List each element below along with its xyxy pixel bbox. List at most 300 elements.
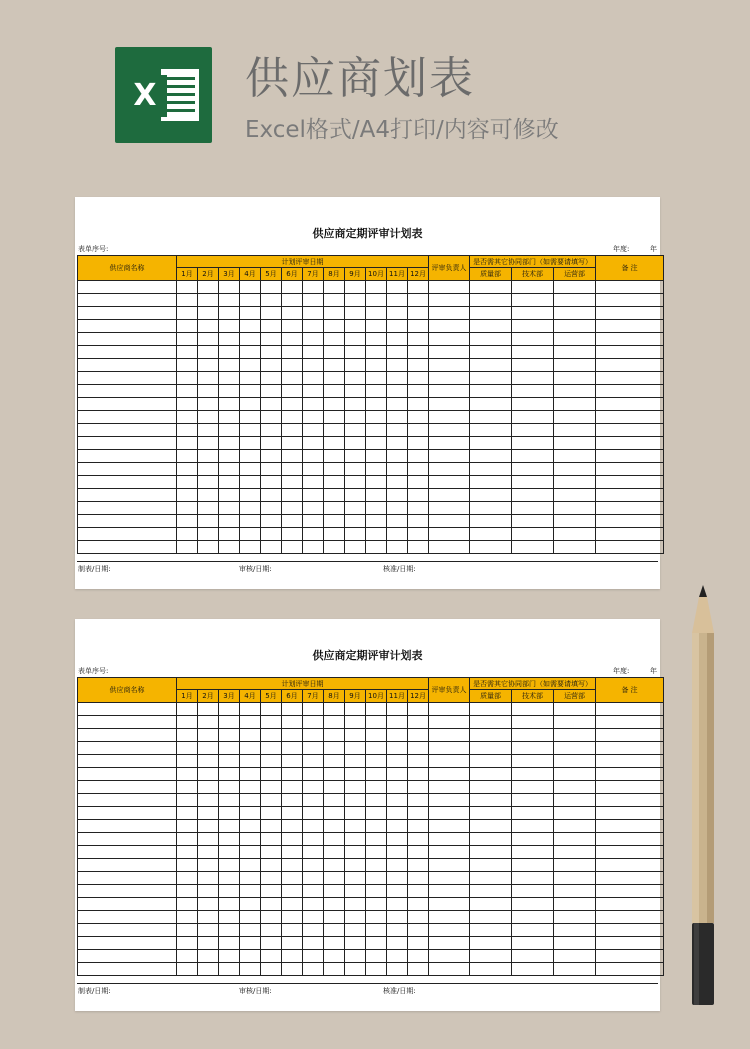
table-cell[interactable] (512, 781, 554, 794)
table-cell[interactable] (345, 437, 366, 450)
table-cell[interactable] (282, 333, 303, 346)
table-cell[interactable] (78, 768, 177, 781)
table-cell[interactable] (177, 476, 198, 489)
table-cell[interactable] (470, 768, 512, 781)
table-cell[interactable] (78, 898, 177, 911)
table-cell[interactable] (596, 320, 664, 333)
table-cell[interactable] (345, 398, 366, 411)
table-cell[interactable] (408, 898, 429, 911)
table-cell[interactable] (324, 359, 345, 372)
table-cell[interactable] (408, 846, 429, 859)
table-cell[interactable] (596, 755, 664, 768)
table-cell[interactable] (198, 781, 219, 794)
table-cell[interactable] (78, 489, 177, 502)
table-cell[interactable] (387, 463, 408, 476)
table-cell[interactable] (78, 476, 177, 489)
table-cell[interactable] (596, 307, 664, 320)
table-cell[interactable] (387, 768, 408, 781)
table-cell[interactable] (282, 833, 303, 846)
table-cell[interactable] (198, 541, 219, 554)
table-cell[interactable] (324, 346, 345, 359)
table-cell[interactable] (512, 716, 554, 729)
table-cell[interactable] (429, 742, 470, 755)
table-cell[interactable] (219, 307, 240, 320)
table-cell[interactable] (387, 833, 408, 846)
table-cell[interactable] (512, 872, 554, 885)
table-cell[interactable] (177, 502, 198, 515)
table-cell[interactable] (261, 437, 282, 450)
table-cell[interactable] (177, 742, 198, 755)
table-cell[interactable] (596, 872, 664, 885)
table-cell[interactable] (429, 898, 470, 911)
table-cell[interactable] (470, 742, 512, 755)
table-cell[interactable] (240, 963, 261, 976)
table-cell[interactable] (366, 833, 387, 846)
table-cell[interactable] (282, 385, 303, 398)
table-cell[interactable] (429, 807, 470, 820)
table-cell[interactable] (470, 450, 512, 463)
table-cell[interactable] (177, 437, 198, 450)
table-cell[interactable] (387, 515, 408, 528)
table-cell[interactable] (408, 346, 429, 359)
table-cell[interactable] (408, 489, 429, 502)
table-cell[interactable] (554, 898, 596, 911)
table-cell[interactable] (554, 703, 596, 716)
table-cell[interactable] (512, 833, 554, 846)
table-cell[interactable] (198, 911, 219, 924)
table-cell[interactable] (512, 963, 554, 976)
table-cell[interactable] (366, 541, 387, 554)
table-cell[interactable] (366, 820, 387, 833)
table-cell[interactable] (240, 950, 261, 963)
table-cell[interactable] (596, 742, 664, 755)
table-cell[interactable] (240, 463, 261, 476)
table-cell[interactable] (177, 872, 198, 885)
table-cell[interactable] (303, 281, 324, 294)
table-cell[interactable] (345, 541, 366, 554)
table-cell[interactable] (324, 424, 345, 437)
table-cell[interactable] (198, 963, 219, 976)
table-cell[interactable] (470, 541, 512, 554)
table-cell[interactable] (324, 502, 345, 515)
table-cell[interactable] (78, 398, 177, 411)
table-cell[interactable] (470, 846, 512, 859)
table-cell[interactable] (470, 294, 512, 307)
table-cell[interactable] (470, 307, 512, 320)
table-cell[interactable] (303, 885, 324, 898)
table-cell[interactable] (512, 729, 554, 742)
table-cell[interactable] (345, 385, 366, 398)
table-cell[interactable] (345, 424, 366, 437)
table-cell[interactable] (554, 716, 596, 729)
table-cell[interactable] (219, 281, 240, 294)
table-cell[interactable] (387, 346, 408, 359)
table-cell[interactable] (324, 807, 345, 820)
table-cell[interactable] (345, 346, 366, 359)
table-cell[interactable] (219, 885, 240, 898)
table-cell[interactable] (429, 911, 470, 924)
table-cell[interactable] (408, 963, 429, 976)
table-cell[interactable] (366, 489, 387, 502)
table-cell[interactable] (470, 963, 512, 976)
table-cell[interactable] (387, 385, 408, 398)
table-cell[interactable] (261, 950, 282, 963)
table-cell[interactable] (345, 950, 366, 963)
table-cell[interactable] (512, 911, 554, 924)
table-cell[interactable] (78, 372, 177, 385)
table-cell[interactable] (345, 885, 366, 898)
table-cell[interactable] (345, 307, 366, 320)
table-cell[interactable] (177, 411, 198, 424)
table-cell[interactable] (324, 398, 345, 411)
table-cell[interactable] (408, 911, 429, 924)
table-cell[interactable] (177, 489, 198, 502)
table-cell[interactable] (282, 346, 303, 359)
table-cell[interactable] (219, 911, 240, 924)
table-cell[interactable] (240, 794, 261, 807)
table-cell[interactable] (303, 333, 324, 346)
table-cell[interactable] (303, 703, 324, 716)
table-cell[interactable] (324, 463, 345, 476)
table-cell[interactable] (261, 963, 282, 976)
table-cell[interactable] (198, 885, 219, 898)
table-cell[interactable] (429, 755, 470, 768)
table-cell[interactable] (282, 729, 303, 742)
table-cell[interactable] (282, 924, 303, 937)
table-cell[interactable] (240, 833, 261, 846)
table-cell[interactable] (303, 859, 324, 872)
table-cell[interactable] (282, 424, 303, 437)
table-cell[interactable] (366, 476, 387, 489)
table-cell[interactable] (282, 294, 303, 307)
table-cell[interactable] (554, 346, 596, 359)
table-cell[interactable] (219, 385, 240, 398)
table-cell[interactable] (408, 859, 429, 872)
table-cell[interactable] (345, 372, 366, 385)
table-cell[interactable] (240, 333, 261, 346)
table-cell[interactable] (303, 489, 324, 502)
table-cell[interactable] (512, 859, 554, 872)
table-cell[interactable] (345, 463, 366, 476)
table-cell[interactable] (177, 846, 198, 859)
table-cell[interactable] (596, 437, 664, 450)
table-cell[interactable] (324, 385, 345, 398)
table-cell[interactable] (554, 924, 596, 937)
table-cell[interactable] (324, 937, 345, 950)
table-cell[interactable] (177, 320, 198, 333)
table-cell[interactable] (345, 333, 366, 346)
table-cell[interactable] (512, 411, 554, 424)
table-cell[interactable] (240, 924, 261, 937)
table-cell[interactable] (177, 716, 198, 729)
table-cell[interactable] (324, 450, 345, 463)
table-cell[interactable] (78, 541, 177, 554)
table-cell[interactable] (219, 528, 240, 541)
table-cell[interactable] (261, 424, 282, 437)
table-cell[interactable] (596, 450, 664, 463)
table-cell[interactable] (387, 359, 408, 372)
table-cell[interactable] (408, 807, 429, 820)
table-cell[interactable] (512, 294, 554, 307)
table-cell[interactable] (78, 833, 177, 846)
table-cell[interactable] (512, 281, 554, 294)
table-cell[interactable] (198, 398, 219, 411)
table-cell[interactable] (512, 924, 554, 937)
table-cell[interactable] (554, 398, 596, 411)
table-cell[interactable] (345, 859, 366, 872)
table-cell[interactable] (345, 898, 366, 911)
table-cell[interactable] (470, 333, 512, 346)
table-cell[interactable] (554, 320, 596, 333)
table-cell[interactable] (387, 755, 408, 768)
table-cell[interactable] (366, 294, 387, 307)
table-cell[interactable] (596, 294, 664, 307)
table-cell[interactable] (261, 833, 282, 846)
table-cell[interactable] (240, 755, 261, 768)
table-cell[interactable] (387, 502, 408, 515)
table-cell[interactable] (198, 716, 219, 729)
table-cell[interactable] (219, 333, 240, 346)
table-cell[interactable] (408, 372, 429, 385)
table-cell[interactable] (78, 820, 177, 833)
table-cell[interactable] (554, 476, 596, 489)
table-cell[interactable] (240, 385, 261, 398)
table-cell[interactable] (554, 294, 596, 307)
table-cell[interactable] (596, 781, 664, 794)
table-cell[interactable] (219, 463, 240, 476)
table-cell[interactable] (177, 515, 198, 528)
table-cell[interactable] (345, 729, 366, 742)
table-cell[interactable] (596, 372, 664, 385)
table-cell[interactable] (177, 528, 198, 541)
table-cell[interactable] (366, 502, 387, 515)
table-cell[interactable] (261, 794, 282, 807)
table-cell[interactable] (512, 424, 554, 437)
table-cell[interactable] (198, 385, 219, 398)
table-cell[interactable] (470, 898, 512, 911)
table-cell[interactable] (596, 716, 664, 729)
table-cell[interactable] (177, 541, 198, 554)
table-cell[interactable] (512, 703, 554, 716)
table-cell[interactable] (408, 833, 429, 846)
table-cell[interactable] (324, 541, 345, 554)
table-cell[interactable] (78, 450, 177, 463)
table-cell[interactable] (261, 359, 282, 372)
table-cell[interactable] (387, 950, 408, 963)
table-cell[interactable] (282, 372, 303, 385)
table-cell[interactable] (282, 937, 303, 950)
table-cell[interactable] (596, 950, 664, 963)
table-cell[interactable] (554, 950, 596, 963)
table-cell[interactable] (429, 716, 470, 729)
table-cell[interactable] (282, 281, 303, 294)
table-cell[interactable] (366, 898, 387, 911)
table-cell[interactable] (177, 820, 198, 833)
table-cell[interactable] (554, 729, 596, 742)
table-cell[interactable] (198, 872, 219, 885)
table-cell[interactable] (198, 489, 219, 502)
table-cell[interactable] (345, 911, 366, 924)
table-cell[interactable] (387, 703, 408, 716)
table-cell[interactable] (429, 872, 470, 885)
table-cell[interactable] (219, 794, 240, 807)
table-cell[interactable] (303, 450, 324, 463)
table-cell[interactable] (177, 859, 198, 872)
table-cell[interactable] (470, 911, 512, 924)
table-cell[interactable] (324, 963, 345, 976)
table-cell[interactable] (512, 385, 554, 398)
table-cell[interactable] (324, 911, 345, 924)
table-cell[interactable] (596, 541, 664, 554)
table-cell[interactable] (219, 502, 240, 515)
table-cell[interactable] (240, 437, 261, 450)
table-cell[interactable] (429, 476, 470, 489)
table-cell[interactable] (429, 924, 470, 937)
table-cell[interactable] (198, 294, 219, 307)
table-cell[interactable] (261, 411, 282, 424)
table-cell[interactable] (512, 346, 554, 359)
table-cell[interactable] (408, 924, 429, 937)
table-cell[interactable] (470, 398, 512, 411)
table-cell[interactable] (345, 820, 366, 833)
table-cell[interactable] (366, 859, 387, 872)
table-cell[interactable] (366, 359, 387, 372)
table-cell[interactable] (282, 859, 303, 872)
table-cell[interactable] (596, 937, 664, 950)
table-cell[interactable] (240, 476, 261, 489)
table-cell[interactable] (512, 742, 554, 755)
table-cell[interactable] (554, 755, 596, 768)
table-cell[interactable] (408, 398, 429, 411)
table-cell[interactable] (261, 859, 282, 872)
table-cell[interactable] (345, 528, 366, 541)
table-cell[interactable] (554, 911, 596, 924)
table-cell[interactable] (596, 333, 664, 346)
table-cell[interactable] (429, 307, 470, 320)
table-cell[interactable] (324, 716, 345, 729)
table-cell[interactable] (429, 333, 470, 346)
table-cell[interactable] (596, 794, 664, 807)
table-cell[interactable] (345, 703, 366, 716)
table-cell[interactable] (177, 463, 198, 476)
table-cell[interactable] (324, 476, 345, 489)
table-cell[interactable] (219, 716, 240, 729)
table-cell[interactable] (554, 846, 596, 859)
table-cell[interactable] (282, 794, 303, 807)
table-cell[interactable] (240, 359, 261, 372)
table-cell[interactable] (345, 489, 366, 502)
table-cell[interactable] (366, 729, 387, 742)
table-cell[interactable] (198, 768, 219, 781)
table-cell[interactable] (387, 372, 408, 385)
table-cell[interactable] (177, 833, 198, 846)
table-cell[interactable] (282, 820, 303, 833)
table-cell[interactable] (78, 755, 177, 768)
table-cell[interactable] (78, 872, 177, 885)
table-cell[interactable] (282, 885, 303, 898)
table-cell[interactable] (198, 924, 219, 937)
table-cell[interactable] (387, 794, 408, 807)
table-cell[interactable] (240, 450, 261, 463)
table-cell[interactable] (177, 950, 198, 963)
table-cell[interactable] (219, 742, 240, 755)
table-cell[interactable] (261, 320, 282, 333)
table-cell[interactable] (596, 898, 664, 911)
table-cell[interactable] (429, 937, 470, 950)
table-cell[interactable] (470, 703, 512, 716)
table-cell[interactable] (78, 729, 177, 742)
table-cell[interactable] (554, 820, 596, 833)
table-cell[interactable] (240, 820, 261, 833)
table-cell[interactable] (219, 924, 240, 937)
table-cell[interactable] (470, 872, 512, 885)
table-cell[interactable] (408, 476, 429, 489)
table-cell[interactable] (366, 515, 387, 528)
table-cell[interactable] (429, 541, 470, 554)
table-cell[interactable] (240, 716, 261, 729)
table-cell[interactable] (303, 924, 324, 937)
table-cell[interactable] (470, 372, 512, 385)
table-cell[interactable] (345, 411, 366, 424)
table-cell[interactable] (324, 281, 345, 294)
table-cell[interactable] (429, 820, 470, 833)
table-cell[interactable] (324, 528, 345, 541)
table-cell[interactable] (303, 528, 324, 541)
table-cell[interactable] (408, 450, 429, 463)
table-cell[interactable] (429, 437, 470, 450)
table-cell[interactable] (240, 729, 261, 742)
table-cell[interactable] (303, 898, 324, 911)
table-cell[interactable] (240, 768, 261, 781)
table-cell[interactable] (198, 742, 219, 755)
table-cell[interactable] (324, 781, 345, 794)
table-cell[interactable] (408, 937, 429, 950)
table-cell[interactable] (240, 742, 261, 755)
table-cell[interactable] (261, 703, 282, 716)
table-cell[interactable] (345, 963, 366, 976)
table-cell[interactable] (303, 833, 324, 846)
table-cell[interactable] (240, 320, 261, 333)
table-cell[interactable] (177, 398, 198, 411)
table-cell[interactable] (324, 515, 345, 528)
table-cell[interactable] (177, 450, 198, 463)
table-cell[interactable] (198, 515, 219, 528)
table-cell[interactable] (78, 515, 177, 528)
table-cell[interactable] (198, 476, 219, 489)
table-cell[interactable] (240, 911, 261, 924)
table-cell[interactable] (78, 742, 177, 755)
table-cell[interactable] (177, 911, 198, 924)
table-cell[interactable] (303, 437, 324, 450)
table-cell[interactable] (596, 963, 664, 976)
table-cell[interactable] (408, 755, 429, 768)
table-cell[interactable] (512, 807, 554, 820)
table-cell[interactable] (282, 716, 303, 729)
table-cell[interactable] (429, 489, 470, 502)
table-cell[interactable] (282, 703, 303, 716)
table-cell[interactable] (177, 372, 198, 385)
table-cell[interactable] (240, 489, 261, 502)
table-cell[interactable] (366, 281, 387, 294)
table-cell[interactable] (470, 885, 512, 898)
table-cell[interactable] (596, 846, 664, 859)
table-cell[interactable] (512, 937, 554, 950)
table-cell[interactable] (366, 716, 387, 729)
table-cell[interactable] (219, 294, 240, 307)
table-cell[interactable] (261, 846, 282, 859)
table-cell[interactable] (512, 755, 554, 768)
table-cell[interactable] (324, 872, 345, 885)
